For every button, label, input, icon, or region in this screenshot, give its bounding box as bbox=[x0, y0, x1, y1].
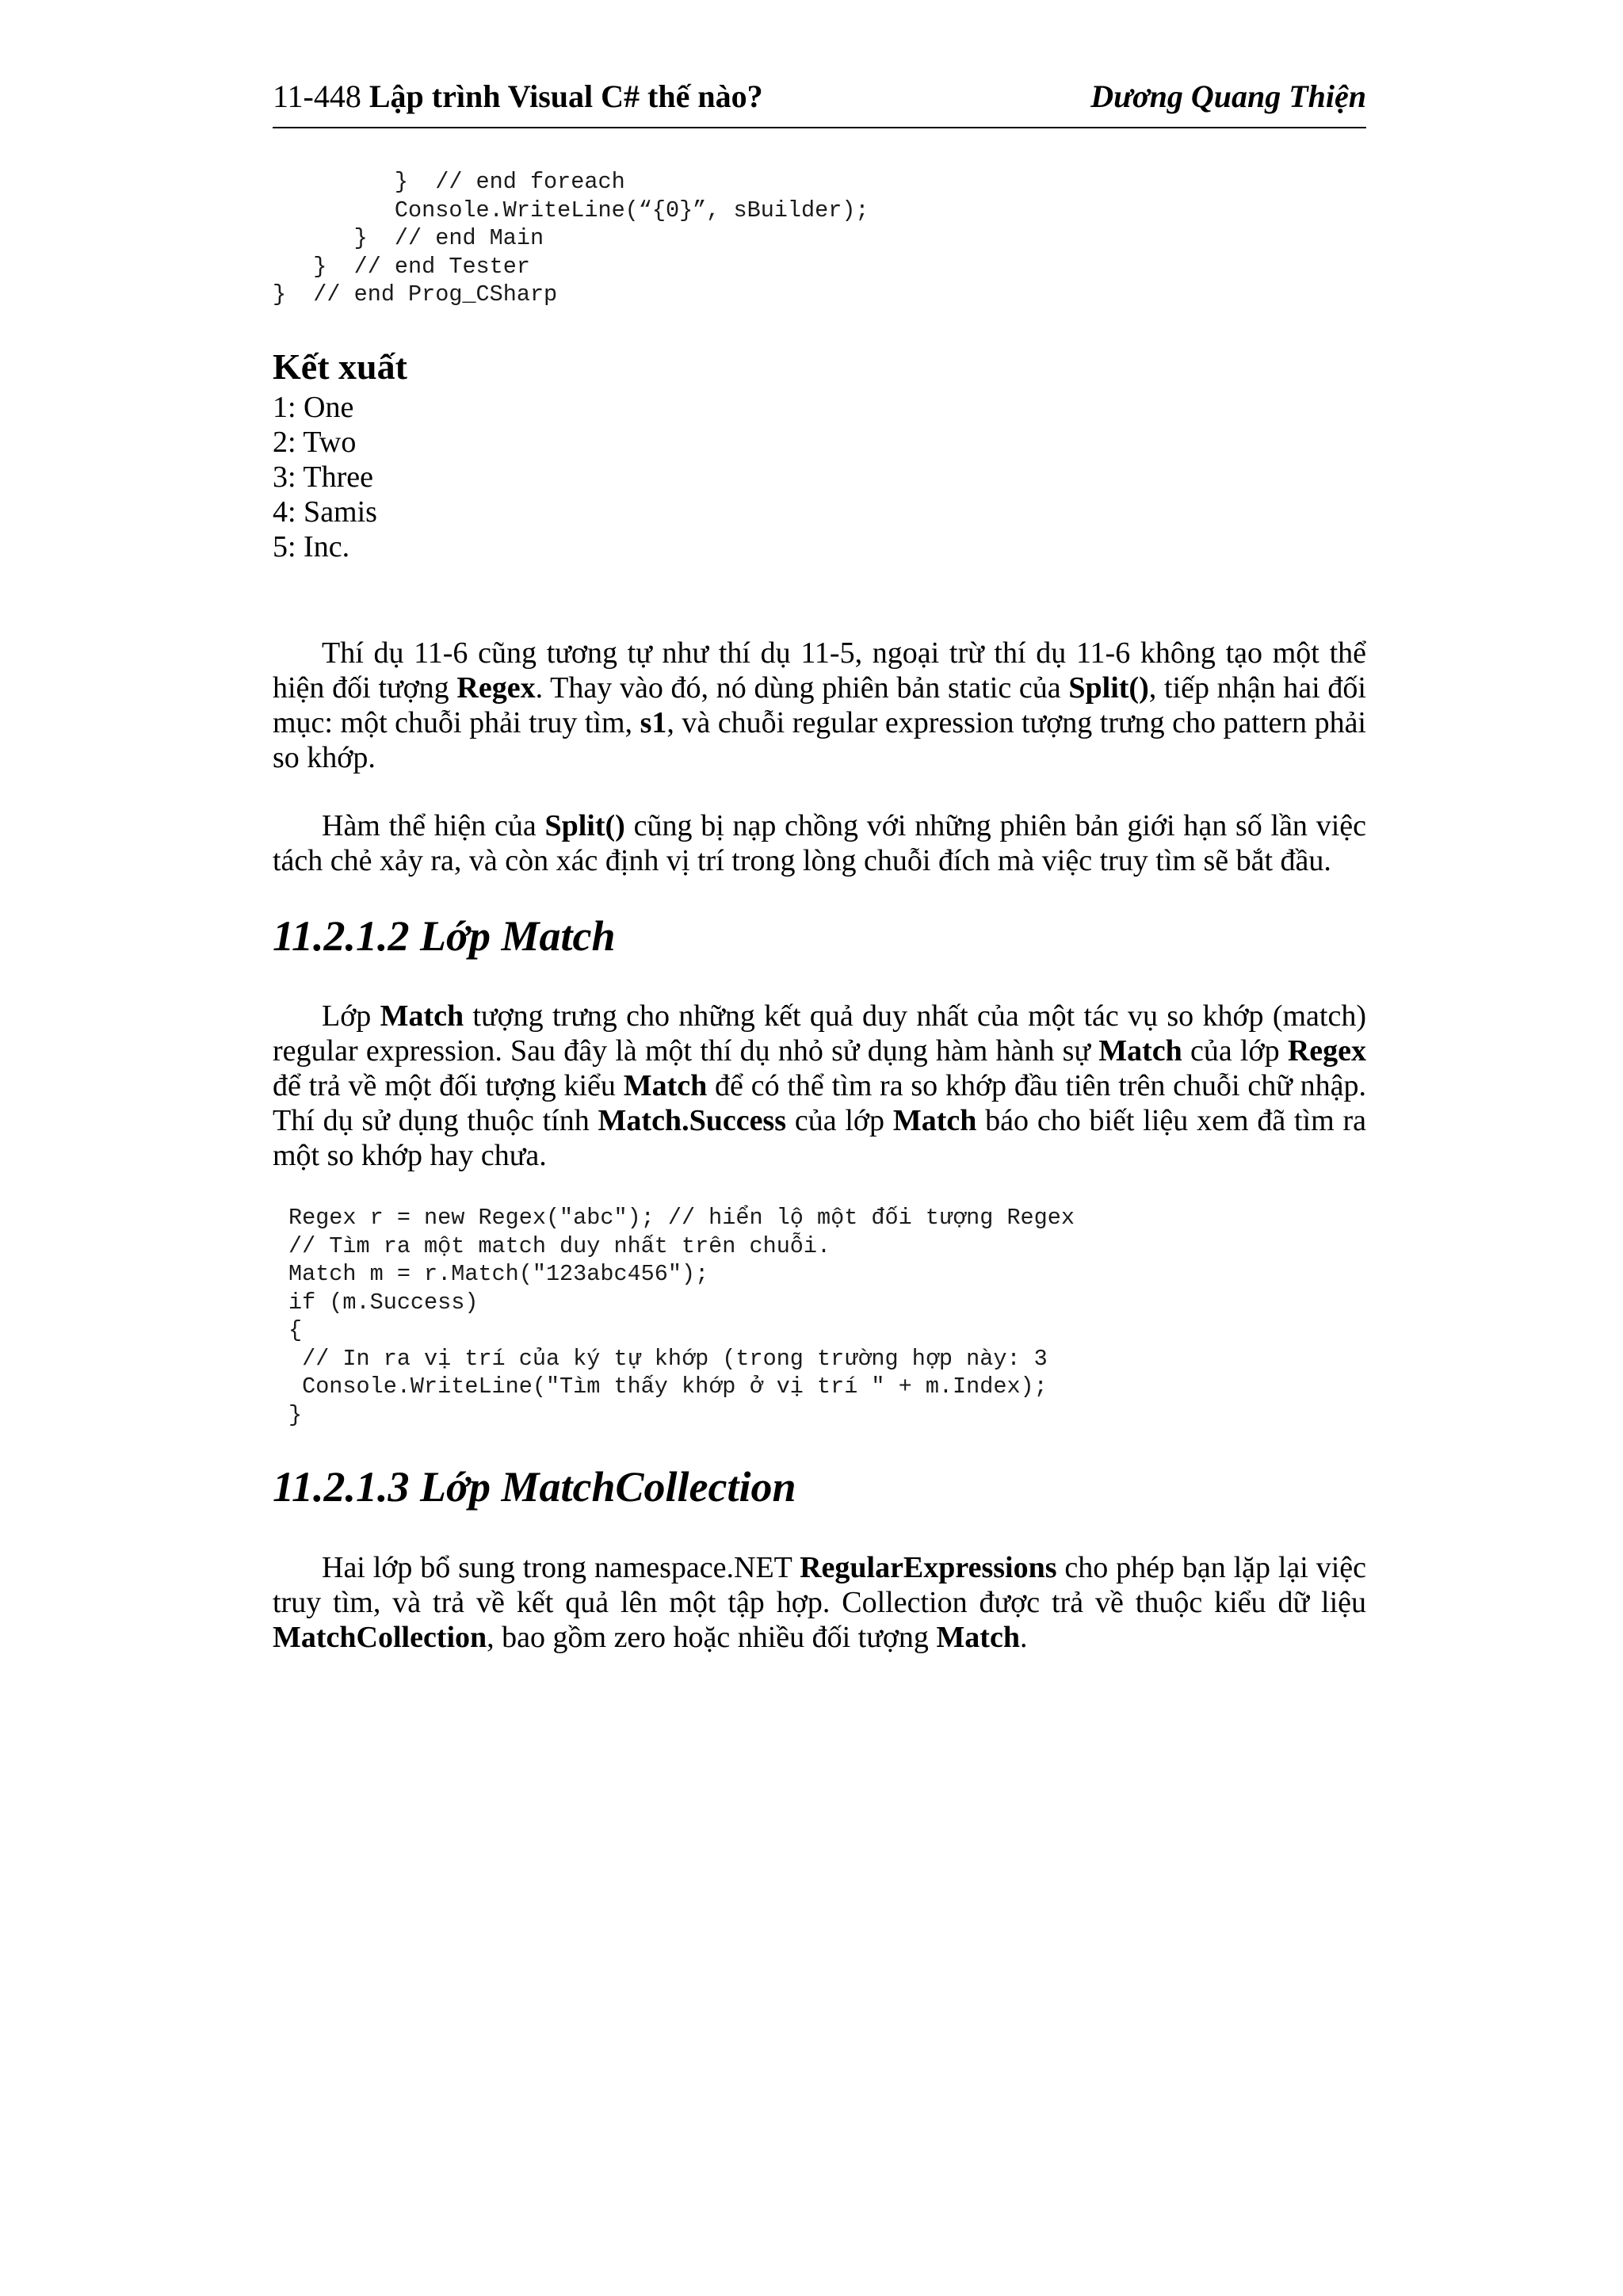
bold-term: Match bbox=[1098, 1034, 1182, 1068]
text-run: cũng bị nạp chồng với những phiên bản giới hạn số lần việc tách chẻ xảy ra, và còn xác định vị trí trong lòng chuỗi đích mà việc truy tìm sẽ bắt đầu. bbox=[273, 809, 1366, 877]
text-run: của lớp bbox=[1182, 1034, 1288, 1068]
bold-term: Match bbox=[380, 999, 464, 1033]
text-run: tượng trưng cho những kết quả duy nhất của một tác vụ so khớp (match) regular expression. Sau đây là một thí dụ nhỏ sử dụng hàm hành sự bbox=[273, 999, 1366, 1068]
text-run: của lớp bbox=[786, 1104, 893, 1137]
section-heading-matchcollection: 11.2.1.3 Lớp MatchCollection bbox=[273, 1463, 796, 1511]
bold-term: Split() bbox=[1068, 671, 1149, 705]
output-line: 3: Three bbox=[273, 460, 373, 494]
output-line: 5: Inc. bbox=[273, 530, 350, 563]
section-heading-match: 11.2.1.2 Lớp Match bbox=[273, 912, 616, 960]
bold-term: Regex bbox=[456, 671, 536, 705]
output-line: 1: One bbox=[273, 391, 354, 424]
paragraph-match-class bbox=[273, 999, 1366, 1173]
code-block-end-of-listing: } // end foreach Console.WriteLine(“{0}”, sBuilder); } // end Main } // end Tester } // end Prog_CSharp bbox=[273, 169, 869, 308]
bold-term: Match bbox=[892, 1104, 977, 1137]
page-header bbox=[273, 76, 1366, 128]
bold-term: MatchCollection bbox=[273, 1621, 487, 1654]
text-run: Hai lớp bổ sung trong namespace.NET bbox=[322, 1551, 800, 1584]
paragraph-matchcollection bbox=[273, 1550, 1366, 1655]
text-run: Thí dụ 11-6 cũng tương tự như thí dụ 11-5, ngoại trừ thí dụ 11-6 không tạo một thể hiện đối tượng bbox=[273, 636, 1366, 705]
paragraph-split-static bbox=[273, 636, 1366, 775]
code-block-match-example: Regex r = new Regex("abc"); // hiển lộ một đối tượng Regex // Tìm ra một match duy nhất trên chuỗi. Match m = r.Match("123abc456"); if (m.Success) { // In ra vị trí của ký tự khớp (trong trường hợp này: 3 Console.WriteLine("Tìm thấy khớp ở vị trí " + m.Index); } bbox=[288, 1205, 1075, 1428]
bold-term: Split() bbox=[544, 809, 625, 842]
output-list bbox=[273, 390, 377, 564]
page-label: 11-448 bbox=[273, 78, 361, 114]
text-run: Hàm thể hiện của bbox=[322, 809, 545, 842]
bold-term: RegularExpressions bbox=[800, 1551, 1057, 1584]
author-name: Dương Quang Thiện bbox=[1090, 78, 1366, 114]
text-run: . bbox=[1019, 1621, 1028, 1654]
output-line: 4: Samis bbox=[273, 495, 377, 529]
text-run: , và chuỗi regular expression tượng trưng cho pattern phải so khớp. bbox=[273, 706, 1366, 774]
text-run: để có thể tìm ra so khớp đầu tiên trên chuỗi chữ nhập. Thí dụ sử dụng thuộc tính bbox=[273, 1069, 1366, 1137]
output-line: 2: Two bbox=[273, 426, 357, 459]
book-title: Lập trình Visual C# thế nào? bbox=[369, 78, 763, 114]
bold-term: Match bbox=[623, 1069, 708, 1102]
text-run: để trả về một đối tượng kiểu bbox=[273, 1069, 624, 1102]
text-run: Lớp bbox=[322, 999, 380, 1033]
text-run: , bao gồm zero hoặc nhiều đối tượng bbox=[487, 1621, 937, 1654]
paragraph-split-overloads bbox=[273, 808, 1366, 878]
output-heading: Kết xuất bbox=[273, 346, 407, 387]
header-left bbox=[273, 78, 763, 115]
bold-term: Regex bbox=[1287, 1034, 1366, 1068]
text-run: báo cho biết liệu xem đã tìm ra một so khớp hay chưa. bbox=[273, 1104, 1366, 1172]
text-run: , tiếp nhận hai đối mục: một chuỗi phải truy tìm, bbox=[273, 671, 1366, 739]
text-run: . Thay vào đó, nó dùng phiên bản static của bbox=[535, 671, 1069, 705]
bold-term: s1 bbox=[640, 706, 667, 739]
bold-term: Match.Success bbox=[598, 1104, 787, 1137]
bold-term: Match bbox=[936, 1621, 1020, 1654]
text-run: cho phép bạn lặp lại việc truy tìm, và trả về kết quả lên một tập hợp. Collection được trả về thuộc kiểu dữ liệu bbox=[273, 1551, 1366, 1619]
